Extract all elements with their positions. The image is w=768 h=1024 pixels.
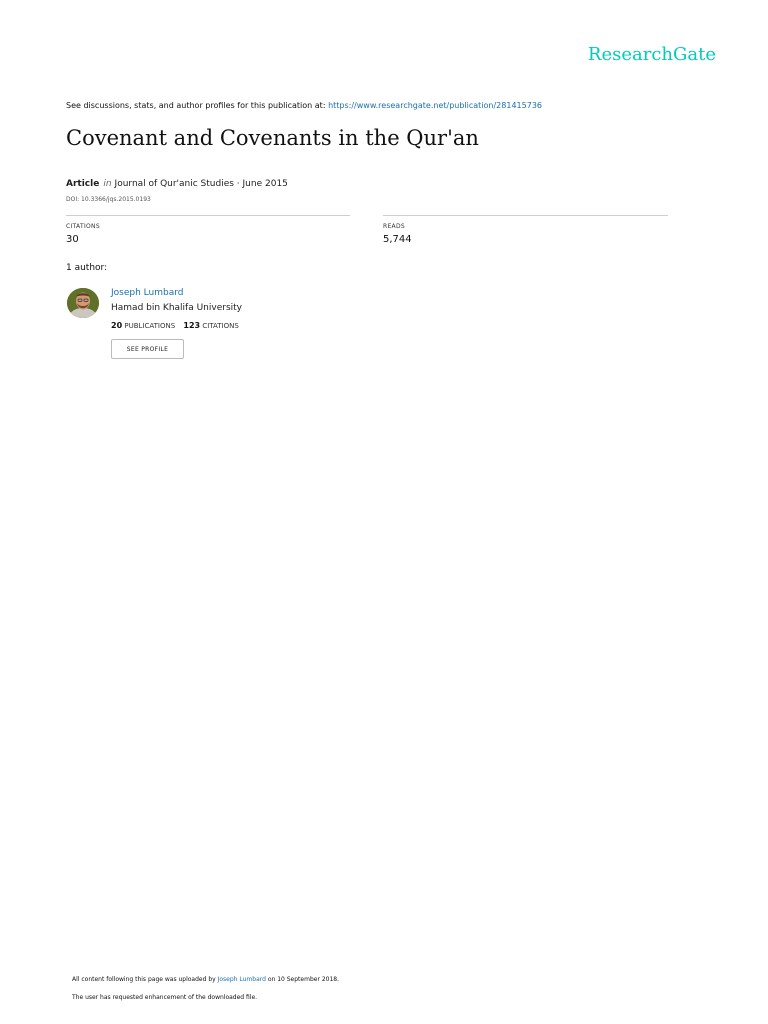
author-publications-count: 20 [111,321,123,330]
in-label: in [103,179,112,189]
author-avatar[interactable] [67,288,99,318]
author-name-link[interactable]: Joseph Lumbard [111,288,184,298]
citations-value: 30 [66,234,79,245]
reads-label: READS [383,223,405,230]
see-profile-button[interactable]: SEE PROFILE [111,339,184,359]
author-institution: Hamad bin Khalifa University [111,303,242,313]
reads-value: 5,744 [383,234,412,245]
citations-stat [66,223,100,245]
citations-label: CITATIONS [66,223,100,230]
upload-note [72,976,339,983]
publication-meta [66,179,288,189]
see-discussions-line [66,101,542,110]
author-citations-label: CITATIONS [202,322,239,330]
author-photo-icon [67,288,99,318]
publication-url-link[interactable]: https://www.researchgate.net/publication/281415736 [328,101,542,110]
publication-type: Article [66,179,100,189]
doi-line: DOI: 10.3366/jqs.2015.0193 [66,196,151,203]
author-stats [111,321,239,330]
journal-info: Journal of Qur'anic Studies · June 2015 [114,179,288,189]
authors-heading: 1 author: [66,263,108,273]
researchgate-logo[interactable]: ResearchGate [587,44,716,65]
citations-divider [66,215,350,216]
author-citations-count: 123 [183,321,201,330]
author-publications-label: PUBLICATIONS [124,322,176,330]
see-discussions-text: See discussions, stats, and author profiles for this publication at: [66,101,329,110]
publication-title: Covenant and Covenants in the Qur'an [66,126,479,150]
uploader-link[interactable]: Joseph Lumbard [217,976,266,983]
upload-prefix: All content following this page was uploaded by [72,976,218,983]
upload-suffix: on 10 September 2018. [265,976,339,983]
reads-stat [383,223,412,245]
enhancement-note: The user has requested enhancement of the downloaded file. [72,994,258,1001]
reads-divider [383,215,668,216]
